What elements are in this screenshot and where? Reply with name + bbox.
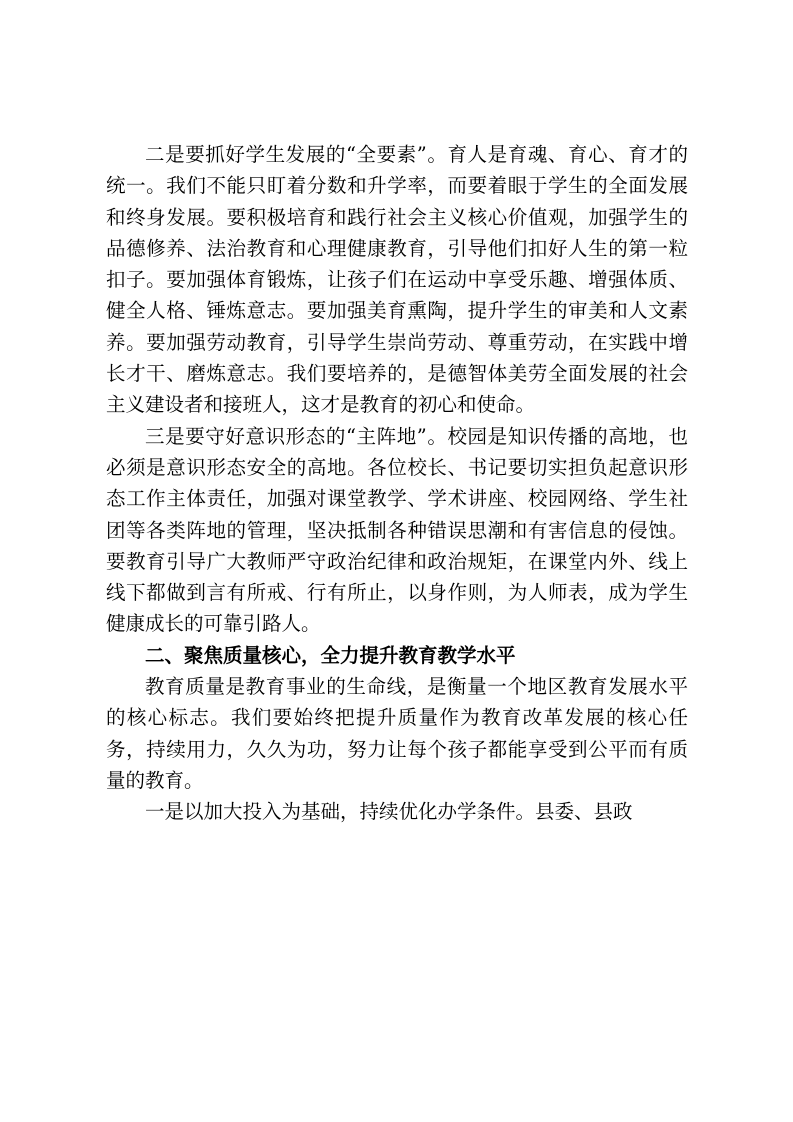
document-body [106,139,688,828]
section-heading-quality: 二、聚焦质量核心，全力提升教育教学水平 [145,643,516,667]
paragraph-ideology-frontline: 三是要守好意识形态的“主阵地”。校园是知识传播的高地，也必须是意识形态安全的高地。各位校长、书记要切实担负起意识形态工作主体责任，加强对课堂教学、学术讲座、校园网络、学生社团等各类阵地的管理，坚决抵制各种错误思潮和有害信息的侵蚀。要教育引导广大教师严守政治纪律和政治规矩，在课堂内外、线上线下都做到言有所戒、行有所止，以身作则，为人师表，成为学生健康成长的可靠引路人。 [106,424,688,636]
paragraph-quality-lifeline: 教育质量是教育事业的生命线，是衡量一个地区教育发展水平的核心标志。我们要始终把提升质量作为教育改革发展的核心任务，持续用力，久久为功，努力让每个孩子都能享受到公平而有质量的教育。 [106,675,688,792]
paragraph-investment: 一是以加大投入为基础，持续优化办学条件。县委、县政 [145,800,633,824]
paragraph-student-development: 二是要抓好学生发展的“全要素”。育人是育魂、育心、育才的统一。我们不能只盯着分数和升学率，而要着眼于学生的全面发展和终身发展。要积极培育和践行社会主义核心价值观，加强学生的品德修养、法治教育和心理健康教育，引导他们扣好人生的第一粒扣子。要加强体育锻炼，让孩子们在运动中享受乐趣、增强体质、健全人格、锤炼意志。要加强美育熏陶，提升学生的审美和人文素养。要加强劳动教育，引导学生崇尚劳动、尊重劳动，在实践中增长才干、磨炼意志。我们要培养的，是德智体美劳全面发展的社会主义建设者和接班人，这才是教育的初心和使命。 [106,143,688,417]
